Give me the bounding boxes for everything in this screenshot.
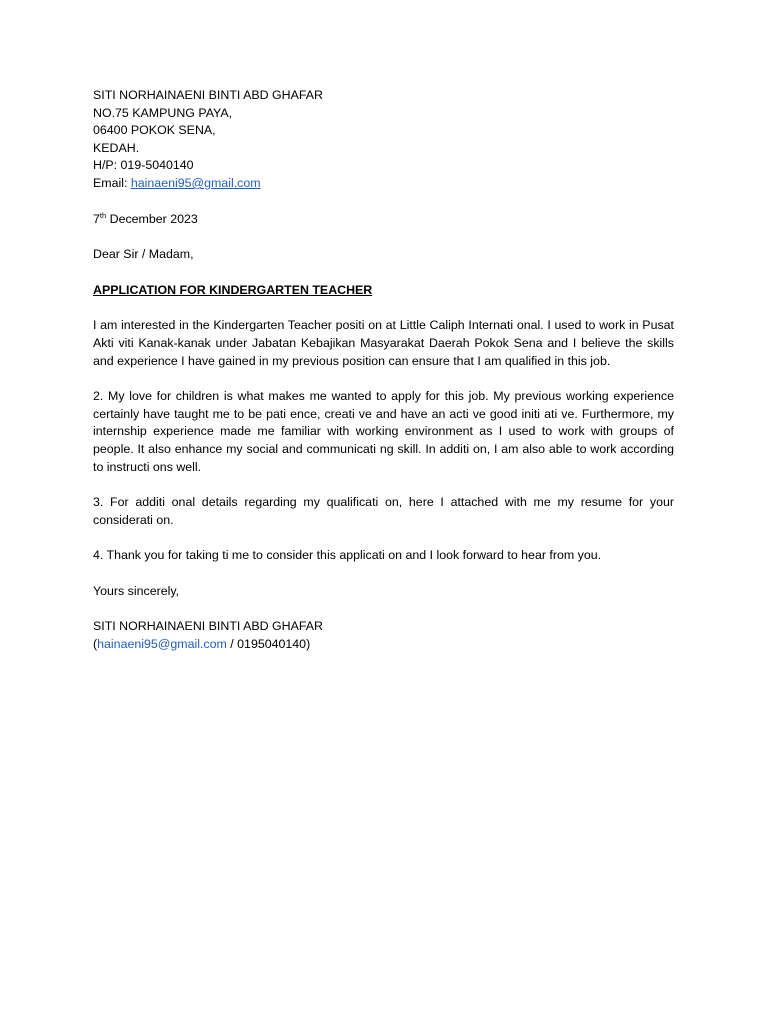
letter-date: [93, 211, 674, 229]
sender-email-link[interactable]: hainaeni95@gmail.com: [130, 175, 261, 190]
sender-phone: H/P: 019-5040140: [93, 158, 194, 173]
date-month-year: December 2023: [106, 211, 198, 226]
signature-name: SITI NORHAINAENI BINTI ABD GHAFAR: [93, 619, 323, 634]
cover-letter: [93, 87, 674, 654]
body-paragraph-4: 4. Thank you for taking ti me to consider this applicati on and I look forward to hear from you.: [93, 548, 602, 563]
date-day: 7: [93, 211, 100, 226]
date-suffix: th: [99, 210, 107, 220]
spacer: [93, 264, 674, 282]
body-paragraph-1: I am interested in the Kindergarten Teacher positi on at Little Caliph Internati onal. I used to work in Pusat Akti viti Kanak-kanak under Jabatan Kebajikan Masyarakat Daerah Pokok Sena and I believe the skills and experience I have gained in my previous position can ensure that I am qualified in this job.: [93, 318, 674, 368]
salutation: Dear Sir / Madam,: [93, 247, 194, 262]
spacer: [93, 193, 674, 211]
open-paren: (: [93, 637, 98, 652]
email-label: Email:: [93, 175, 131, 190]
closing: Yours sincerely,: [93, 583, 180, 598]
sender-address-line-1: NO.75 KAMPUNG PAYA,: [93, 105, 233, 120]
sender-name: SITI NORHAINAENI BINTI ABD GHAFAR: [93, 88, 323, 102]
spacer: [93, 565, 674, 583]
spacer: [93, 600, 674, 618]
spacer: [93, 476, 674, 494]
sender-address-line-3: KEDAH.: [93, 140, 140, 155]
body-paragraph-2: 2. My love for children is what makes me wanted to apply for this job. My previous working experience certainly have taught me to be pati ence, creati ve and have an acti ve good initi ati ve. Furthermore, my internship experience made me familiar with working environment as I used to work with groups of people. It also enhance my social and communicati ng skill. In additi on, I am also able to work according to instructi ons well.: [93, 389, 674, 474]
spacer: [93, 370, 674, 388]
sender-email-line: [93, 175, 674, 193]
body-paragraph-3: 3. For additi onal details regarding my qualificati on, here I attached with me my resume for your considerati on.: [93, 495, 674, 527]
signature-email-link[interactable]: hainaeni95@gmail.com: [97, 637, 227, 652]
spacer: [93, 228, 674, 246]
letter-subject: APPLICATION FOR KINDERGARTEN TEACHER: [93, 282, 373, 297]
sender-address-line-2: 06400 POKOK SENA,: [93, 123, 216, 138]
spacer: [93, 299, 674, 317]
signature-contact: [93, 636, 674, 654]
spacer: [93, 529, 674, 547]
signature-phone: / 0195040140): [226, 637, 311, 652]
